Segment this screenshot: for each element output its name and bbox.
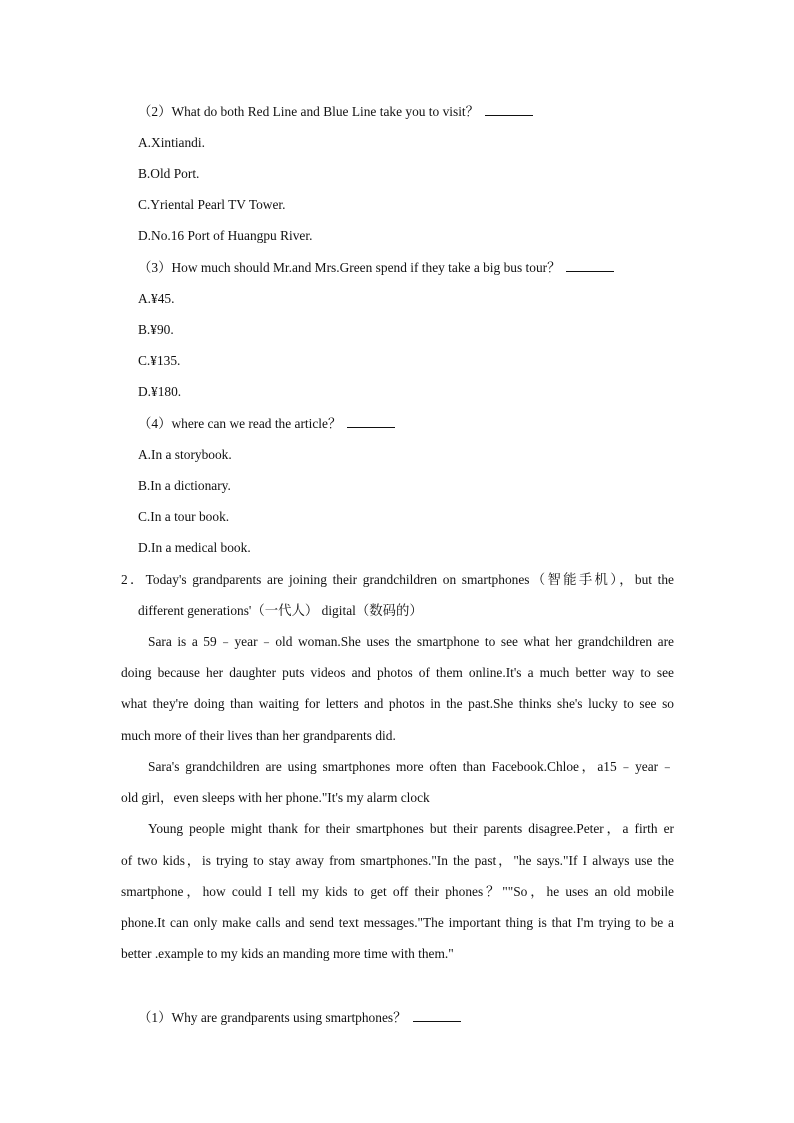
answer-blank xyxy=(413,1010,461,1022)
question-4-text: （4）where can we read the article？ xyxy=(138,416,342,431)
paragraph-1-line-2: doing because her daughter puts videos and photos of them online.It's a much better way to see xyxy=(121,665,674,680)
paragraph-1-line-1: Sara is a 59﹣year﹣old woman.She uses the smartphone to see what her grandchildren are xyxy=(148,634,674,649)
option-c: C.¥135. xyxy=(138,353,181,368)
paragraph-1-line-3: what they're doing than waiting for letters and photos in the past.She thinks she's lucky to see so xyxy=(121,696,674,711)
answer-blank xyxy=(485,104,533,116)
question-4 xyxy=(138,416,395,432)
option-d: D.¥180. xyxy=(138,384,182,399)
option-b: B.In a dictionary. xyxy=(138,478,231,493)
answer-blank xyxy=(347,416,395,428)
sub-question-1-text: （1）Why are grandparents using smartphones？ xyxy=(138,1010,407,1025)
option-c: C.In a tour book. xyxy=(138,509,230,524)
option-c: C.Yriental Pearl TV Tower. xyxy=(138,197,286,212)
option-a: A.¥45. xyxy=(138,291,175,306)
option-b: B.Old Port. xyxy=(138,166,200,181)
paragraph-2-line-2: old girl，even sleeps with her phone."It's my alarm clock xyxy=(121,790,430,805)
option-b: B.¥90. xyxy=(138,322,174,337)
option-d: D.No.16 Port of Huangpu River. xyxy=(138,228,313,243)
section-2-intro-line-1: 2．Today's grandparents are joining their grandchildren on smartphones（智能手机），but the xyxy=(121,572,674,587)
paragraph-3-line-1: Young people might thank for their smartphones but their parents disagree.Peter，a firth er xyxy=(148,821,674,836)
option-d: D.In a medical book. xyxy=(138,540,251,555)
question-3-text: （3）How much should Mr.and Mrs.Green spend if they take a big bus tour？ xyxy=(138,260,561,275)
question-3 xyxy=(138,260,614,276)
paragraph-3-line-5: better .example to my kids an manding more time with them." xyxy=(121,946,454,961)
paragraph-3-line-4: phone.It can only make calls and send text messages."The important thing is that I'm trying to be a xyxy=(121,915,674,930)
option-a: A.In a storybook. xyxy=(138,447,232,462)
answer-blank xyxy=(566,260,614,272)
section-2-intro-line-2: different generations'（一代人） digital（数码的） xyxy=(138,603,423,618)
sub-question-1 xyxy=(138,1010,461,1026)
option-a: A.Xintiandi. xyxy=(138,135,205,150)
paragraph-2-line-1: Sara's grandchildren are using smartphones more often than Facebook.Chloe，a15﹣year﹣ xyxy=(148,759,674,774)
paragraph-3-line-2: of two kids，is trying to stay away from smartphones."In the past，"he says."If I always use the xyxy=(121,853,674,868)
paragraph-3-line-3: smartphone，how could I tell my kids to get off their phones？""So，he uses an old mobile xyxy=(121,884,674,899)
paragraph-1-line-4: much more of their lives than her grandparents did. xyxy=(121,728,396,743)
question-2 xyxy=(138,104,533,120)
question-2-text: （2）What do both Red Line and Blue Line take you to visit？ xyxy=(138,104,480,119)
